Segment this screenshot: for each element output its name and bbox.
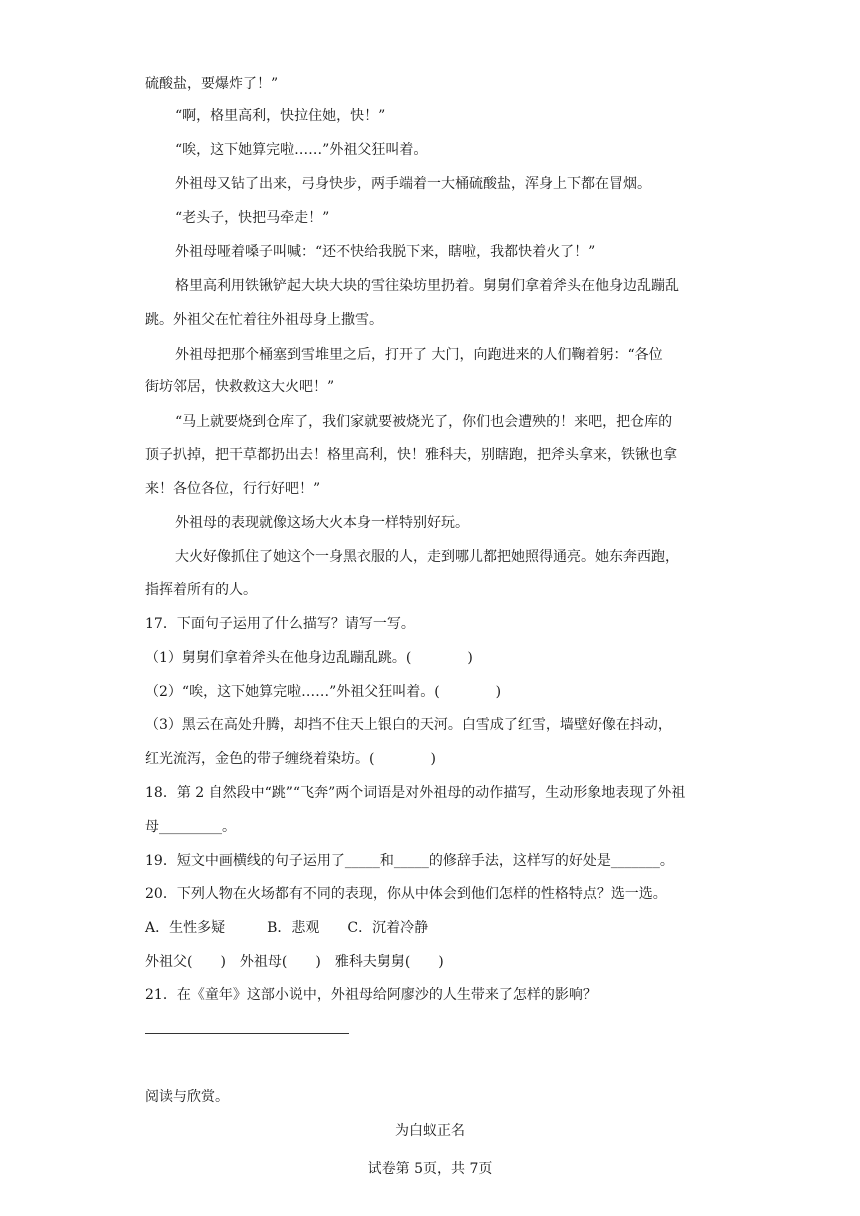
question-21: 21．在《童年》这部小说中，外祖母给阿廖沙的人生带来了怎样的影响？ [145, 987, 597, 1003]
passage-line-9: 外祖母把那个桶塞到雪堆里之后，打开了 大门，向跑进来的人们鞠着躬：“各位 [175, 347, 663, 363]
question-19: 19．短文中画横线的句子运用了_____和_____的修辞手法，这样写的好处是_______。 [145, 853, 674, 869]
passage-line-2: “啊，格里高利，快拉住她，快！” [175, 108, 386, 124]
passage-line-10: 街坊邻居，快救救这大火吧！” [145, 379, 335, 395]
question-17-1: （1）舅舅们拿着斧头在他身边乱蹦乱跳。( ) [145, 650, 473, 666]
passage-line-15: 大火好像抓住了她这个一身黑衣服的人，走到哪儿都把她照得通亮。她东奔西跑， [175, 549, 679, 565]
passage-line-11: “马上就要烧到仓库了，我们家就要被烧光了，你们也会遭殃的！来吧，把仓库的 [175, 414, 673, 430]
section-title: 为白蚁正名 [395, 1123, 465, 1139]
passage-line-7: 格里高利用铁锹铲起大块大块的雪往染坊里扔着。舅舅们拿着斧头在他身边乱蹦乱 [175, 278, 679, 294]
question-20-blanks: 外祖父( ) 外祖母( ) 雅科夫舅舅( ) [145, 954, 444, 970]
passage-line-8: 跳。外祖父在忙着往外祖母身上撒雪。 [145, 312, 383, 328]
question-20-options: A．生性多疑 B．悲观 C．沉着冷静 [145, 920, 429, 936]
question-18b: 母_________。 [145, 819, 236, 835]
passage-line-5: “老头子，快把马牵走！” [175, 210, 330, 226]
page-footer: 试卷第 5页，共 7页 [367, 1161, 493, 1177]
passage-line-12: 顶子扒掉，把干草都扔出去！格里高利，快！雅科夫，别瞎跑，把斧头拿来，铁锹也拿 [145, 447, 677, 463]
passage-line-16: 指挥着所有的人。 [145, 582, 257, 598]
question-18a: 18．第 2 自然段中“跳”“飞奔”两个词语是对外祖母的动作描写，生动形象地表现了外祖 [145, 785, 686, 801]
question-17-3a: （3）黑云在高处升腾，却挡不住天上银白的天河。白雪成了红雪，墙壁好像在抖动， [145, 717, 672, 733]
question-17: 17．下面句子运用了什么描写？请写一写。 [145, 616, 415, 632]
passage-line-4: 外祖母又钻了出来，弓身快步，两手端着一大桶硫酸盐，浑身上下都在冒烟。 [175, 176, 651, 192]
passage-line-6: 外祖母哑着嗓子叫喊：“还不快给我脱下来，瞎啦，我都快着火了！” [175, 244, 596, 260]
passage-line-13: 来！各位各位，行行好吧！” [145, 481, 321, 497]
passage-line-1: 硫酸盐，要爆炸了！” [145, 76, 279, 92]
question-20: 20．下列人物在火场都有不同的表现，你从中体会到他们怎样的性格特点？选一选。 [145, 886, 667, 902]
question-17-3b: 红光流泻，金色的带子缠绕着染坊。( ) [145, 751, 436, 767]
passage-line-3: “唉，这下她算完啦……”外祖父狂叫着。 [175, 142, 428, 158]
question-17-2: （2）“唉，这下她算完啦……”外祖父狂叫着。( ) [145, 684, 502, 700]
passage-line-14: 外祖母的表现就像这场大火本身一样特别好玩。 [175, 515, 469, 531]
section-heading: 阅读与欣赏。 [145, 1089, 229, 1105]
answer-line [145, 1033, 349, 1034]
